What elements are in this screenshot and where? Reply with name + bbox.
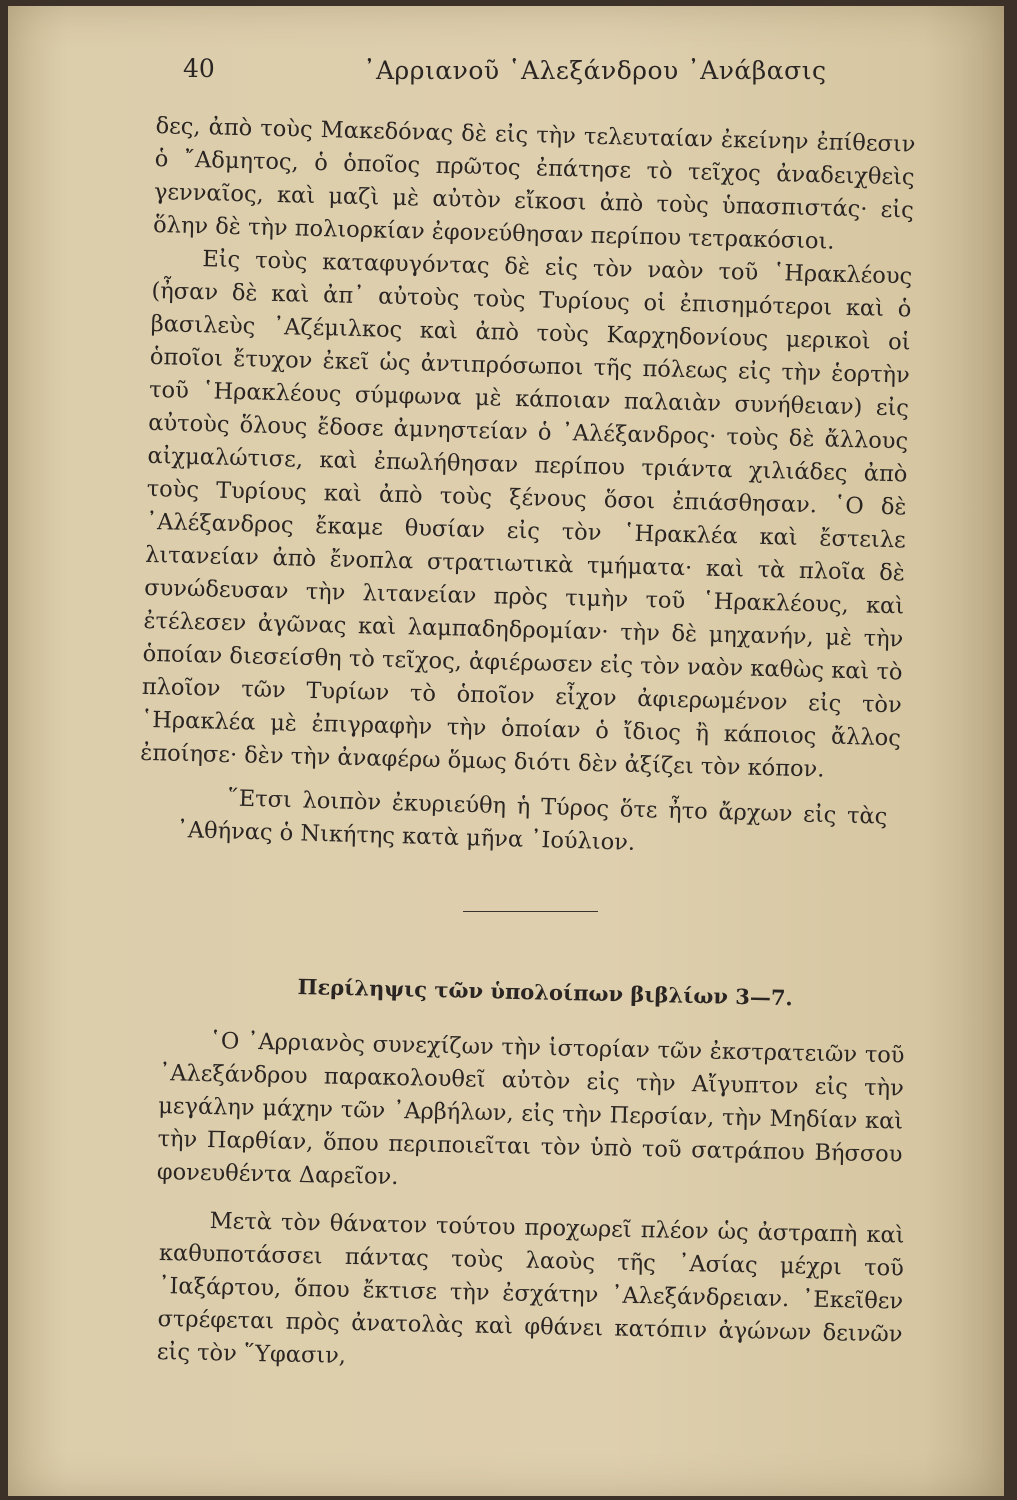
book-page xyxy=(8,6,1004,1496)
paragraph-continuation: δες, ἀπὸ τοὺς Μακεδόνας δὲ εἰς τὴν τελευταίαν ἐκείνην ἐπίθεσιν ὁ ῎Αδμητος, ὁ ὁποῖος πρῶτος ἐπάτησε τὸ τεῖχος ἀναδειχθεὶς γενναῖος, καὶ μαζὶ μὲ αὐτὸν εἴκοσι ἀπὸ τοὺς ὑπασπιστάς· εἰς ὅλην δὲ τὴν πολιορκίαν ἐφονεύθησαν περίπου τετρακόσιοι. xyxy=(152,112,916,255)
paragraph-after-darius: Μετὰ τὸν θάνατον τούτου προχωρεῖ πλέον ὡς ἀστραπὴ καὶ καθυποτάσσει πάντας τοὺς λαοὺς τῆς ᾿Ασίας μέχρι τοῦ ᾿Ιαξάρτου, ὅπου ἔκτισε τὴν ἐσχάτην ᾿Αλεξάνδρειαν. ᾿Εκεῖθεν στρέφεται πρὸς ἀνατολὰς καὶ φθάνει κατόπιν ἀγώνων δεινῶν εἰς τὸν ῞Υφασιν, xyxy=(156,1208,905,1369)
paragraph-tyre-captured: ῞Ετσι λοιπὸν ἐκυριεύθη ἡ Τύρος ὅτε ἦτο ἄρχων εἰς τὰς ᾿Αθήνας ὁ Νικήτης κατὰ μῆνα ᾿Ιούλιον. xyxy=(176,785,888,856)
section-heading: Περίληψις τῶν ὑπολοίπων βιβλίων 3—7. xyxy=(297,974,794,1011)
body-text-top xyxy=(140,110,916,788)
page-number: 40 xyxy=(183,54,215,83)
paragraph-arrian-continues: ῾Ο ᾿Αρριανὸς συνεχίζων τὴν ἱστορίαν τῶν ἐκστρατειῶν τοῦ ᾿Αλεξάνδρου παρακολουθεῖ αὐτὸν εἰς τὴν Αἴγυπτον εἰς τὴν μεγάλην μάχην τῶν ᾿Αρβήλων, εἰς τὴν Περσίαν, τὴν Μηδίαν καὶ τὴν Παρθίαν, ὅπου περιποιεῖται τὸν ὑπὸ τοῦ σατράπου Βήσσου φονευθέντα Δαρεῖον. xyxy=(156,1028,905,1191)
paragraph-herakles-temple: Εἰς τοὺς καταφυγόντας δὲ εἰς τὸν ναὸν τοῦ ῾Ηρακλέους (ἦσαν δὲ καὶ ἀπ᾿ αὐτοὺς τοὺς Τυρίους οἱ ἐπισημότεροι καὶ ὁ βασιλεὺς ᾿Αζέμιλκος καὶ ἀπὸ τοὺς Καρχηδονίους μερικοὶ οἱ ὁποῖοι ἔτυχον ἐκεῖ ὡς ἀντιπρόσωποι τῆς πόλεως εἰς τὴν ἑορτὴν τοῦ ῾Ηρακλέους σύμφωνα μὲ κάποιαν παλαιὰν συνήθειαν) εἰς αὐτοὺς ὅλους ἔδοσε ἀμνηστείαν ὁ ᾿Αλέξανδρος· τοὺς δὲ ἄλλους αἰχμαλώτισε, καὶ ἐπωλήθησαν περίπου τριάντα χιλιάδες ἀπὸ τοὺς Τυρίους καὶ ἀπὸ τοὺς ξένους ὅσοι ἐπιάσθησαν. ῾Ο δὲ ᾿Αλέξανδρος ἔκαμε θυσίαν εἰς τὸν ῾Ηρακλέα καὶ ἔστειλε λιτανείαν ἀπὸ ἔνοπλα στρατιωτικὰ τμήματα· καὶ τὰ πλοῖα δὲ συνώδευσαν τὴν λιτανείαν πρὸς τιμὴν τοῦ ῾Ηρακλέους, καὶ ἐτέλεσεν ἀγῶνας καὶ λαμπαδηδρομίαν· τὴν δὲ μηχανήν, μὲ τὴν ὁποίαν διεσείσθη τὸ τεῖχος, ἀφιέρωσεν εἰς τὸν ναὸν καθὼς καὶ τὸ πλοῖον τῶν Τυρίων τὸ ὁποῖον εἶχον ἀφιερωμένον εἰς τὸν ῾Ηρακλέα μὲ ἐπιγραφὴν τὴν ὁποίαν ὁ ἴδιος ἢ κάποιος ἄλλος ἐποίησε· δὲν τὴν ἀναφέρω ὅμως διότι δὲν ἀξίζει τὸν κόπον. xyxy=(139,246,913,783)
body-text-closing xyxy=(176,781,888,867)
summary-paragraph-2 xyxy=(157,1204,905,1385)
running-title: ᾿Αρριανοῦ ῾Αλεξάνδρου ᾿Ανάβασις xyxy=(363,56,827,85)
summary-paragraph-1 xyxy=(157,1024,905,1205)
section-divider xyxy=(463,911,598,912)
